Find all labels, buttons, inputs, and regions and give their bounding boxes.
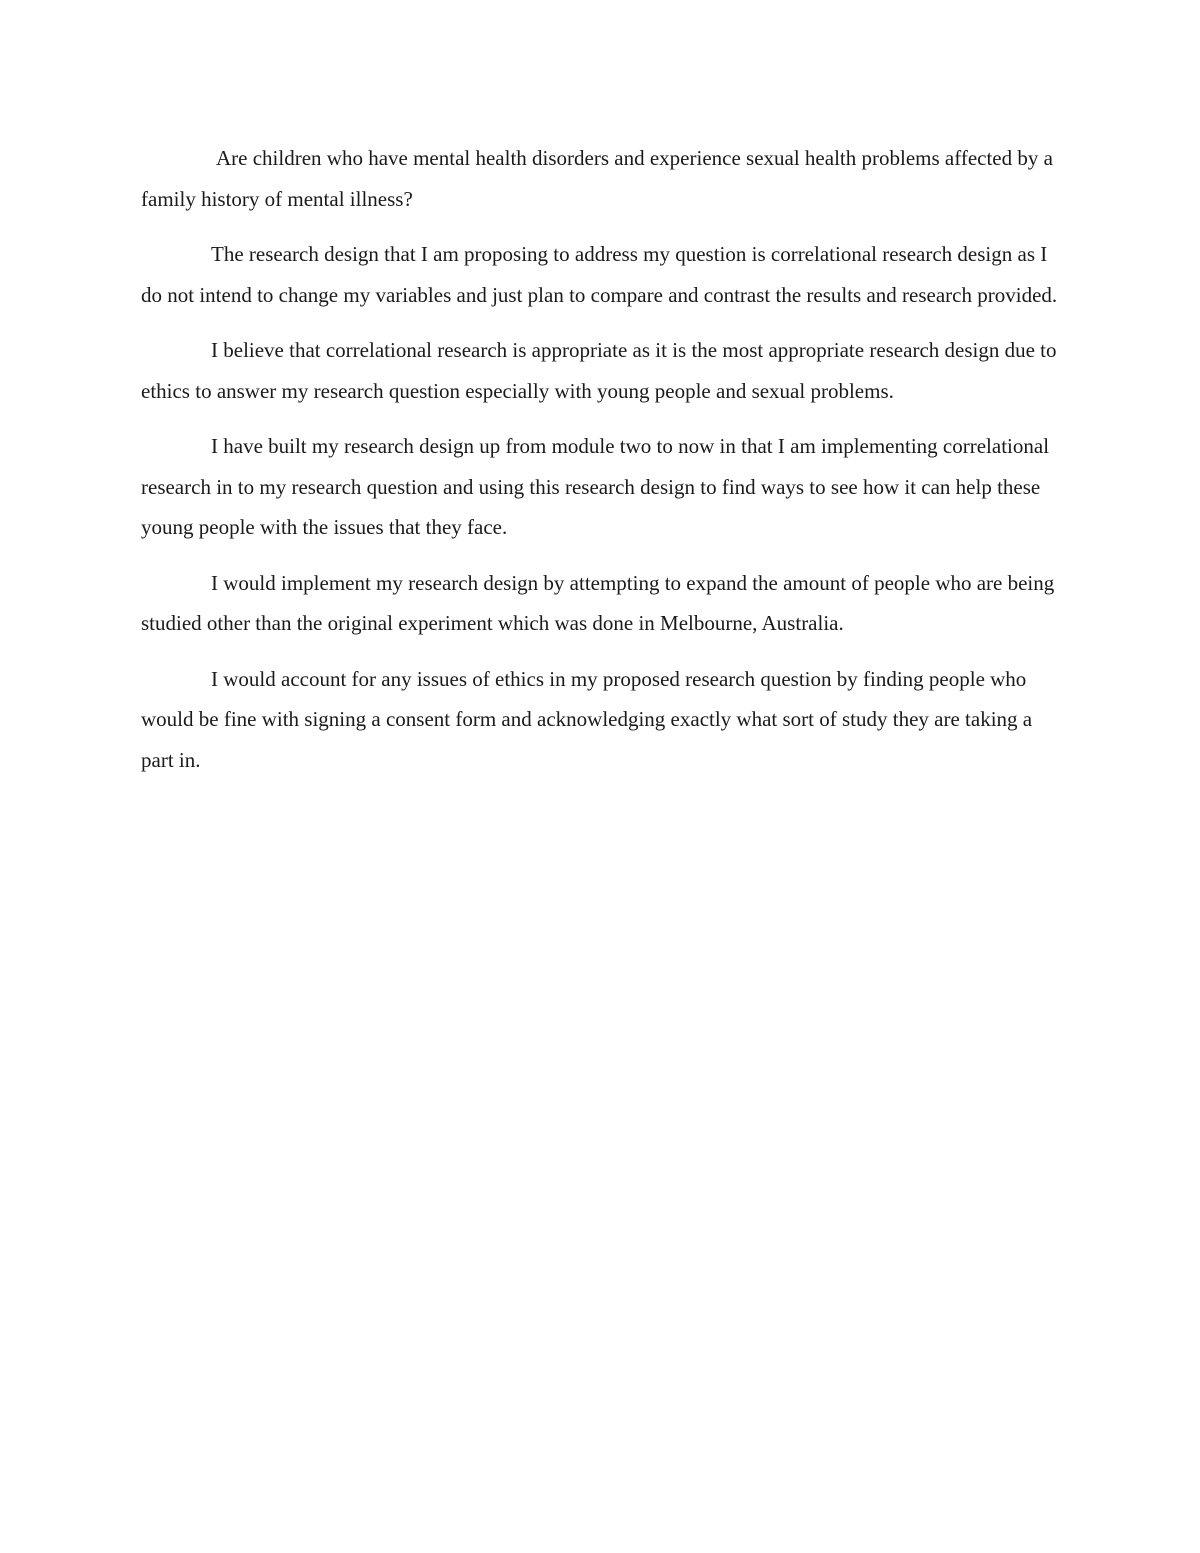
- research-design-paragraph: The research design that I am proposing to address my question is correlational research design as I do not intend to change my variables and just plan to compare and contrast the results and research provided.: [141, 242, 1058, 307]
- implementation-paragraph: I would implement my research design by attempting to expand the amount of people who are being studied other than the original experiment which was done in Melbourne, Australia.: [141, 570, 1055, 635]
- ethics-paragraph: I would account for any issues of ethics in my proposed research question by finding people who would be fine with signing a consent form and acknowledging exactly what sort of study they are taking a part in.: [141, 666, 1033, 772]
- document-body: [141, 138, 1066, 795]
- research-question-paragraph: Are children who have mental health disorders and experience sexual health problems affected by a family history of mental illness?: [141, 146, 1053, 211]
- appropriateness-paragraph: I believe that correlational research is appropriate as it is the most appropriate research design due to ethics to answer my research question especially with young people and sexual problems.: [141, 338, 1057, 403]
- progress-paragraph: I have built my research design up from module two to now in that I am implementing correlational research in to my research question and using this research design to find ways to see how it can help these young people with the issues that they face.: [141, 434, 1050, 539]
